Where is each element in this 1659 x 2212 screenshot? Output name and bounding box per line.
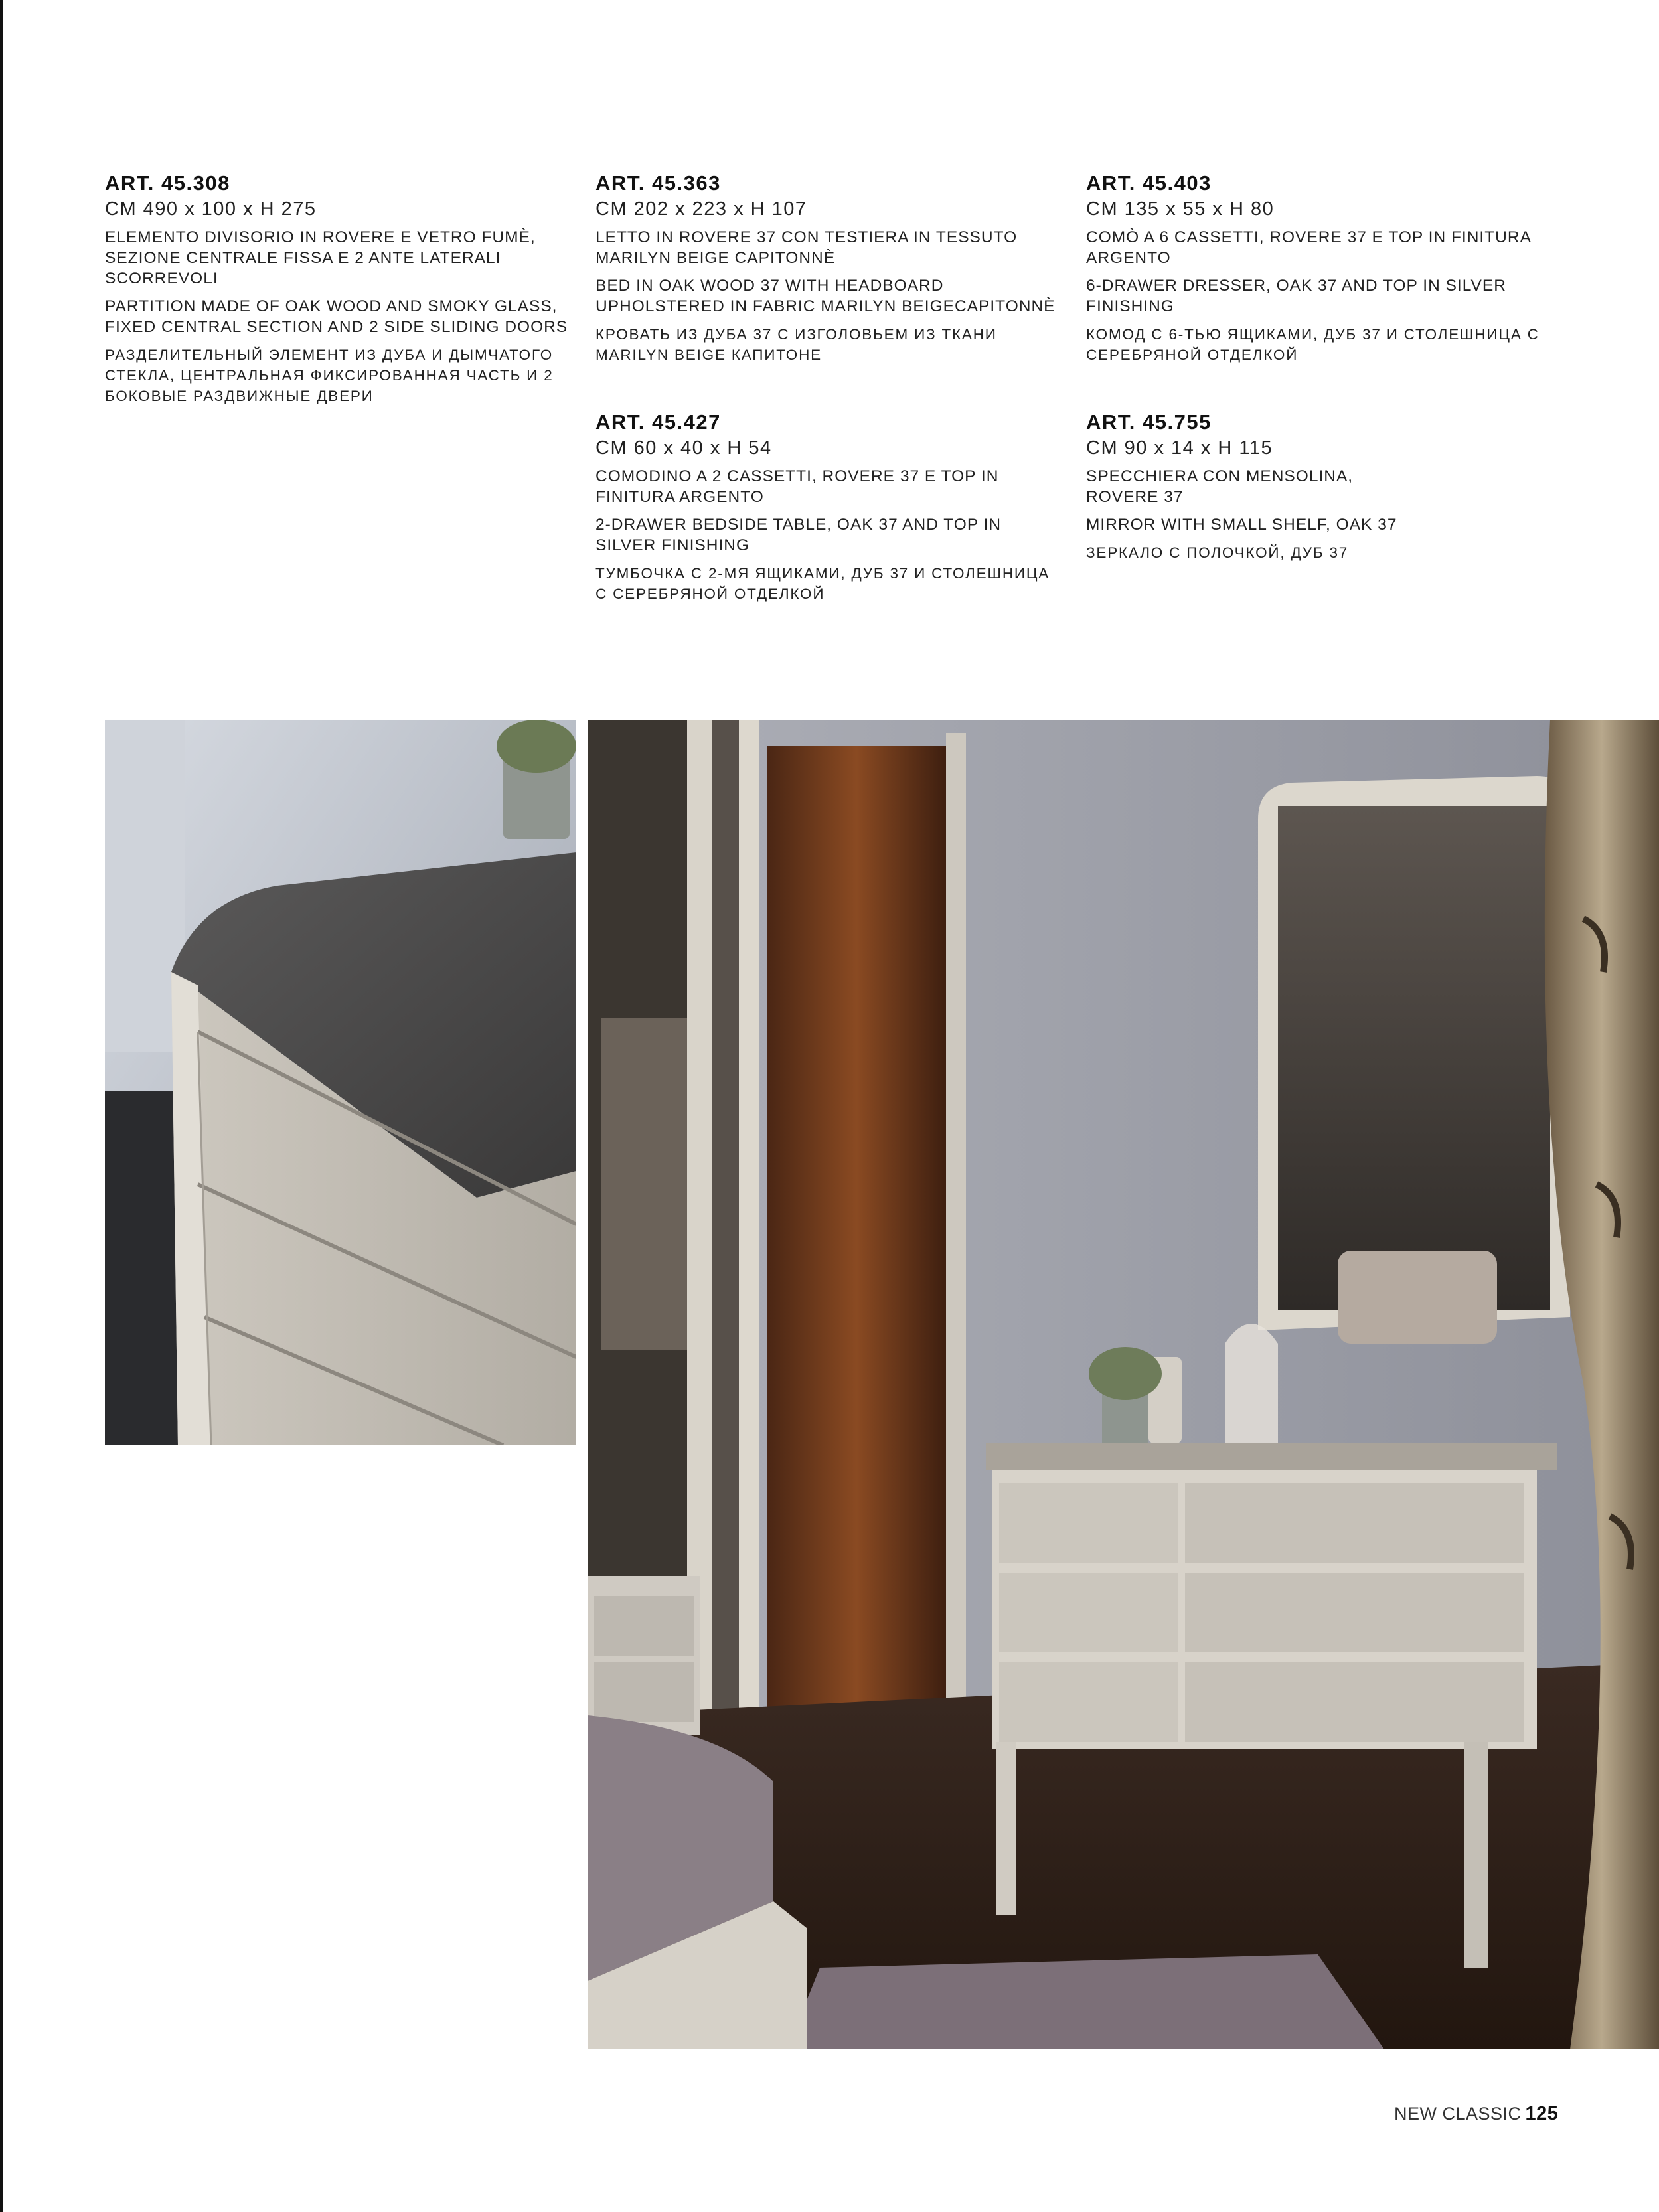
dimensions: CM 90 x 14 x H 115 — [1086, 437, 1273, 459]
description-it: ELEMENTO DIVISORIO IN ROVERE E VETRO FUMÈ, SEZIONE CENTRALE FISSA E 2 ANTE LATERALI SCORREVOLI — [105, 228, 536, 287]
description-en: PARTITION MADE OF OAK WOOD AND SMOKY GLASS, FIXED CENTRAL SECTION AND 2 SIDE SLIDING DOORS — [105, 297, 568, 336]
product-block-45-755 — [1086, 410, 1398, 563]
description-ru: КРОВАТЬ ИЗ ДУБА 37 С ИЗГОЛОВЬЕМ ИЗ ТКАНИ MARILYN BEIGE КАПИТОНЕ — [595, 326, 997, 363]
article-number: ART. 45.403 — [1086, 171, 1212, 195]
article-number: ART. 45.363 — [595, 171, 721, 195]
dimensions: CM 135 x 55 x H 80 — [1086, 198, 1275, 220]
page-number: 125 — [1525, 2103, 1559, 2124]
product-block-45-363 — [595, 171, 1064, 365]
page-edge — [0, 0, 3, 2212]
article-number: ART. 45.308 — [105, 171, 230, 195]
dimensions: CM 60 x 40 x H 54 — [595, 437, 772, 459]
description-en: 6-DRAWER DRESSER, OAK 37 AND TOP IN SILVER FINISHING — [1086, 277, 1506, 315]
description-en: BED IN OAK WOOD 37 WITH HEADBOARD UPHOLSTERED IN FABRIC MARILYN BEIGECAPITONNÈ — [595, 277, 1056, 315]
description-ru: ЗЕРКАЛО С ПОЛОЧКОЙ, ДУБ 37 — [1086, 544, 1349, 561]
dresser-detail-photo — [105, 720, 576, 1445]
product-block-45-403 — [1086, 171, 1551, 365]
section-name: NEW CLASSIC — [1394, 2104, 1522, 2124]
description-en: 2-DRAWER BEDSIDE TABLE, OAK 37 AND TOP IN SILVER FINISHING — [595, 516, 1002, 554]
description-it: COMÒ A 6 CASSETTI, ROVERE 37 E TOP IN FINITURA ARGENTO — [1086, 228, 1531, 267]
product-block-45-308 — [105, 171, 576, 406]
description-it: SPECCHIERA CON MENSOLINA, ROVERE 37 — [1086, 467, 1354, 506]
article-number: ART. 45.755 — [1086, 410, 1212, 434]
description-it: COMODINO A 2 CASSETTI, ROVERE 37 E TOP IN FINITURA ARGENTO — [595, 467, 999, 506]
article-number: ART. 45.427 — [595, 410, 721, 434]
product-block-45-427 — [595, 410, 1064, 604]
bedroom-scene-photo — [588, 720, 1659, 2049]
description-ru: КОМОД С 6-ТЬЮ ЯЩИКАМИ, ДУБ 37 И СТОЛЕШНИЦА С СЕРЕБРЯНОЙ ОТДЕЛКОЙ — [1086, 326, 1540, 363]
page-footer — [1394, 2103, 1558, 2125]
description-en: MIRROR WITH SMALL SHELF, OAK 37 — [1086, 516, 1397, 534]
description-ru: ТУМБОЧКА С 2-МЯ ЯЩИКАМИ, ДУБ 37 И СТОЛЕШНИЦА С СЕРЕБРЯНОЙ ОТДЕЛКОЙ — [595, 565, 1050, 602]
description-ru: РАЗДЕЛИТЕЛЬНЫЙ ЭЛЕМЕНТ ИЗ ДУБА И ДЫМЧАТОГО СТЕКЛА, ЦЕНТРАЛЬНАЯ ФИКСИРОВАННАЯ ЧАСТЬ И 2 БОКОВЫЕ РАЗДВИЖНЫЕ ДВЕРИ — [105, 347, 554, 404]
dimensions: CM 490 x 100 x H 275 — [105, 198, 317, 220]
description-it: LETTO IN ROVERE 37 CON TESTIERA IN TESSUTO MARILYN BEIGE CAPITONNÈ — [595, 228, 1018, 267]
dimensions: CM 202 x 223 x H 107 — [595, 198, 807, 220]
